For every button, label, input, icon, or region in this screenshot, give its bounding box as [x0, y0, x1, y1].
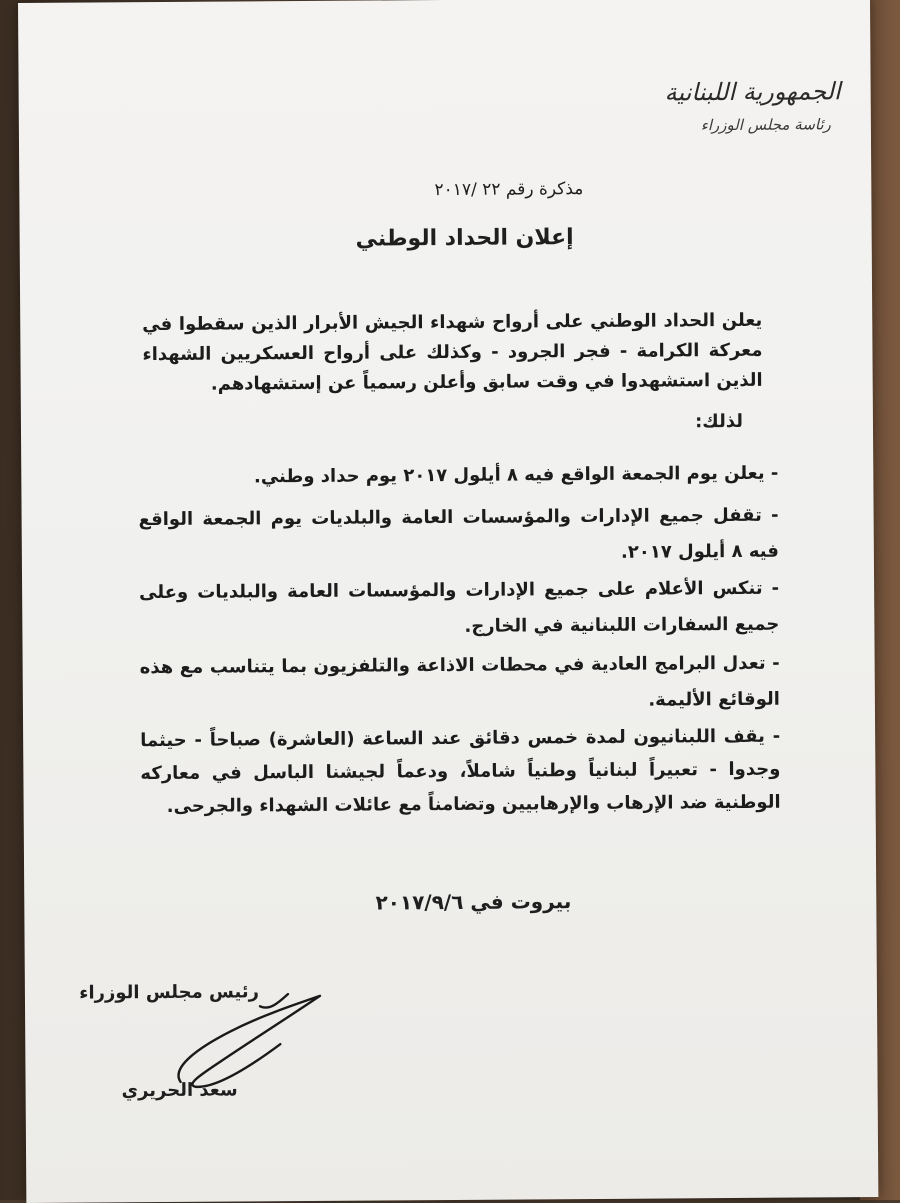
decision-item-3: - تنكس الأعلام على جميع الإدارات والمؤسسات العامة والبلديات وعلى جميع السفارات اللبنانية في الخارج. — [139, 577, 780, 637]
intro-paragraph: يعلن الحداد الوطني على أرواح شهداء الجيش الأبرار الذين سقطوا في معركة الكرامة - فجر الجرود - وكذلك على أرواح العسكريين الشهداء الذين استشهدوا في وقت سابق وأعلن رسمياً عن إستشهادهم. — [142, 309, 763, 395]
signatory-name: سعد الحريري — [121, 1079, 238, 1102]
document-title: إعلان الحداد الوطني — [355, 225, 574, 252]
therefore-label: لذلك: — [695, 410, 744, 433]
memo-number: مذكرة رقم ٢٢ /٢٠١٧ — [434, 179, 584, 201]
letterhead-subtitle: رئاسة مجلس الوزراء — [700, 115, 831, 135]
decision-item-2: - تقفل جميع الإدارات والمؤسسات العامة والبلديات يوم الجمعة الواقع فيه ٨ أيلول ٢٠١٧. — [138, 504, 779, 563]
letterhead-title: الجمهورية اللبنانية — [664, 77, 841, 107]
place-and-date: بيروت في ٢٠١٧/٩/٦ — [375, 889, 572, 915]
decision-item-5: - يقف اللبنانيون لمدة خمس دقائق عند الساعة (العاشرة) صباحاً - حيثما وجدوا - تعبيراً لبنانياً وطنياً شاملاً، ودعماً لجيشنا الباسل في معاركه الوطنية ضد الإرهاب والإرهابيين وتضامناً مع عائلات الشهداء والجرحى. — [140, 725, 781, 817]
decision-item-1: - يعلن يوم الجمعة الواقع فيه ٨ أيلول ٢٠١٧ يوم حداد وطني. — [253, 462, 779, 488]
decision-item-4: - تعدل البرامج العادية في محطات الاذاعة والتلفزيون بما يتناسب مع هذه الوقائع الأليمة. — [139, 652, 780, 711]
document-page — [18, 0, 878, 1203]
signatory-title: رئيس مجلس الوزراء — [79, 981, 259, 1004]
